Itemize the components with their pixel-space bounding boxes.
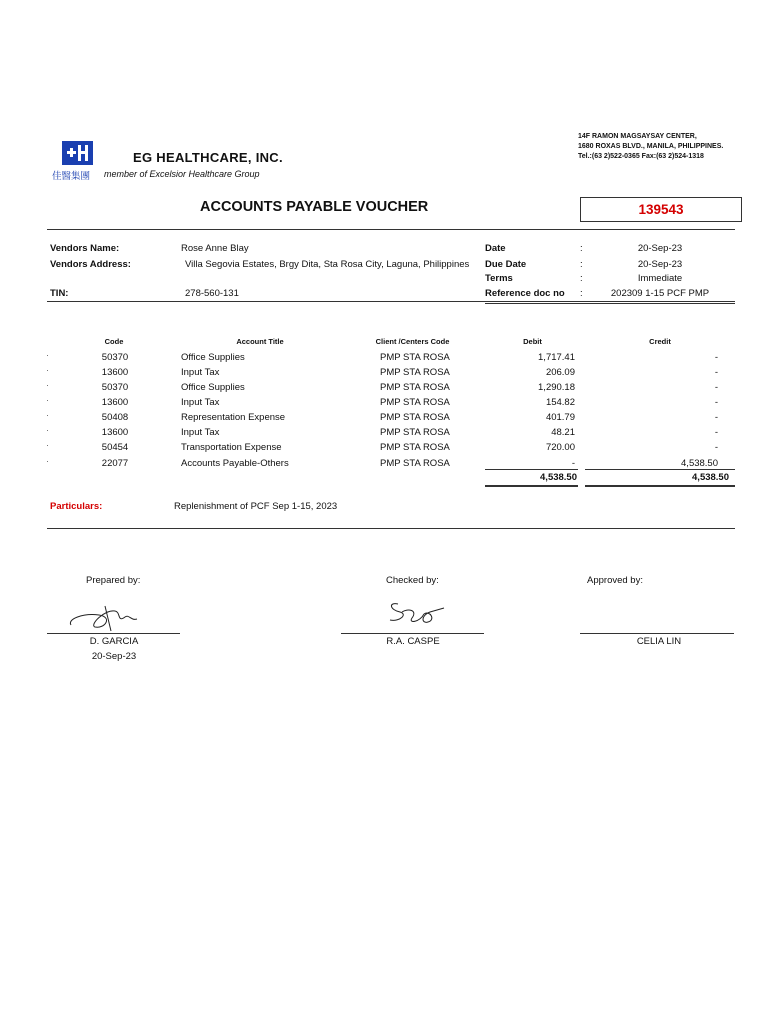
prepared-sign-line bbox=[47, 633, 180, 634]
row-client-code: PMP STA ROSA bbox=[380, 397, 450, 408]
checked-by-label: Checked by: bbox=[386, 575, 439, 586]
row-code: 13600 bbox=[101, 427, 129, 438]
row-credit: 4,538.50 bbox=[681, 458, 718, 469]
row-client-code: PMP STA ROSA bbox=[380, 367, 450, 378]
row-code: 13600 bbox=[101, 397, 129, 408]
row-client-code: PMP STA ROSA bbox=[380, 442, 450, 453]
row-debit: 154.82 bbox=[545, 397, 575, 408]
header-divider bbox=[47, 229, 735, 230]
row-debit: 48.21 bbox=[551, 427, 575, 438]
total-credit: 4,538.50 bbox=[692, 472, 729, 483]
debit-total-rule-top bbox=[485, 469, 578, 470]
checked-signature bbox=[378, 598, 448, 632]
vendor-address-label: Vendors Address: bbox=[50, 259, 131, 270]
row-code: 50408 bbox=[101, 412, 129, 423]
due-date-sep: : bbox=[580, 259, 583, 270]
row-debit: 720.00 bbox=[545, 442, 575, 453]
row-account-title: Representation Expense bbox=[181, 412, 286, 423]
vendor-address: Villa Segovia Estates, Brgy Dita, Sta Rosa City, Laguna, Philippines bbox=[185, 259, 470, 270]
company-name: EG HEALTHCARE, INC. bbox=[133, 150, 283, 165]
row-credit: - bbox=[714, 412, 718, 423]
row-credit: - bbox=[714, 382, 718, 393]
row-credit: - bbox=[714, 367, 718, 378]
info-divider bbox=[47, 301, 735, 302]
due-date-label: Due Date bbox=[485, 259, 527, 270]
row-debit: 206.09 bbox=[545, 367, 575, 378]
reference-value: 202309 1-15 PCF PMP bbox=[610, 288, 710, 299]
row-marker bbox=[47, 385, 48, 386]
particulars-divider bbox=[47, 528, 735, 529]
row-credit: - bbox=[714, 427, 718, 438]
row-code: 50370 bbox=[101, 382, 129, 393]
row-debit: 401.79 bbox=[545, 412, 575, 423]
total-debit: 4,538.50 bbox=[540, 472, 577, 483]
row-account-title: Accounts Payable-Others bbox=[181, 458, 289, 469]
row-marker bbox=[47, 370, 48, 371]
row-account-title: Input Tax bbox=[181, 367, 220, 378]
row-account-title: Transportation Expense bbox=[181, 442, 282, 453]
due-date-value: 20-Sep-23 bbox=[637, 259, 683, 270]
address-line-2: 1680 ROXAS BLVD., MANILA, PHILIPPINES. bbox=[578, 143, 724, 150]
info-divider-double bbox=[485, 303, 735, 304]
row-credit: - bbox=[714, 352, 718, 363]
voucher-number: 139543 bbox=[638, 202, 684, 217]
approved-sign-line bbox=[580, 633, 734, 634]
row-debit: 1,290.18 bbox=[538, 382, 575, 393]
row-account-title: Input Tax bbox=[181, 397, 220, 408]
row-account-title: Office Supplies bbox=[181, 352, 245, 363]
prepared-signature bbox=[65, 603, 145, 633]
approved-by-label: Approved by: bbox=[587, 575, 643, 586]
row-marker bbox=[47, 430, 48, 431]
checked-by-name: R.A. CASPE bbox=[386, 636, 440, 647]
row-marker bbox=[47, 400, 48, 401]
credit-total-rule-top bbox=[585, 469, 735, 470]
terms-value: Immediate bbox=[637, 273, 683, 284]
company-logo bbox=[62, 141, 93, 165]
row-code: 50370 bbox=[101, 352, 129, 363]
date-sep: : bbox=[580, 243, 583, 254]
row-client-code: PMP STA ROSA bbox=[380, 427, 450, 438]
row-account-title: Office Supplies bbox=[181, 382, 245, 393]
approved-by-name: CELIA LIN bbox=[636, 636, 682, 647]
particulars-text: Replenishment of PCF Sep 1-15, 2023 bbox=[174, 501, 338, 512]
row-marker bbox=[47, 461, 48, 462]
row-account-title: Input Tax bbox=[181, 427, 220, 438]
company-chinese-name: 佳醫集團 bbox=[52, 171, 91, 182]
date-label: Date bbox=[485, 243, 506, 254]
tin-value: 278-560-131 bbox=[185, 288, 239, 299]
row-credit: - bbox=[714, 397, 718, 408]
row-credit: - bbox=[714, 442, 718, 453]
reference-label: Reference doc no bbox=[485, 288, 565, 299]
row-code: 50454 bbox=[101, 442, 129, 453]
col-header-client: Client /Centers Code bbox=[375, 337, 450, 346]
row-debit: 1,717.41 bbox=[538, 352, 575, 363]
vendor-name: Rose Anne Blay bbox=[181, 243, 249, 254]
row-marker bbox=[47, 355, 48, 356]
tin-label: TIN: bbox=[50, 288, 69, 299]
prepared-by-name: D. GARCIA bbox=[89, 636, 139, 647]
row-client-code: PMP STA ROSA bbox=[380, 412, 450, 423]
row-client-code: PMP STA ROSA bbox=[380, 458, 450, 469]
credit-total-rule-bottom bbox=[585, 485, 735, 487]
col-header-credit: Credit bbox=[649, 337, 671, 346]
address-line-3: Tel.:(63 2)522-0365 Fax:(63 2)524-1318 bbox=[578, 153, 704, 160]
particulars-label: Particulars: bbox=[50, 501, 103, 512]
row-marker bbox=[47, 415, 48, 416]
row-debit: - bbox=[571, 458, 575, 469]
address-line-1: 14F RAMON MAGSAYSAY CENTER, bbox=[578, 133, 697, 140]
col-header-account: Account Title bbox=[236, 337, 284, 346]
col-header-debit: Debit bbox=[523, 337, 542, 346]
date-value: 20-Sep-23 bbox=[637, 243, 683, 254]
row-client-code: PMP STA ROSA bbox=[380, 382, 450, 393]
prepared-by-label: Prepared by: bbox=[86, 575, 141, 586]
vendor-name-label: Vendors Name: bbox=[50, 243, 120, 254]
prepared-by-date: 20-Sep-23 bbox=[91, 651, 137, 662]
checked-sign-line bbox=[341, 633, 484, 634]
reference-sep: : bbox=[580, 288, 583, 299]
member-text: member of Excelsior Healthcare Group bbox=[104, 169, 260, 179]
col-header-code: Code bbox=[104, 337, 124, 346]
document-title: ACCOUNTS PAYABLE VOUCHER bbox=[200, 199, 429, 215]
terms-sep: : bbox=[580, 273, 583, 284]
row-code: 13600 bbox=[101, 367, 129, 378]
row-client-code: PMP STA ROSA bbox=[380, 352, 450, 363]
voucher-number-box bbox=[580, 197, 742, 222]
debit-total-rule-bottom bbox=[485, 485, 578, 487]
row-code: 22077 bbox=[101, 458, 129, 469]
terms-label: Terms bbox=[485, 273, 513, 284]
row-marker bbox=[47, 445, 48, 446]
